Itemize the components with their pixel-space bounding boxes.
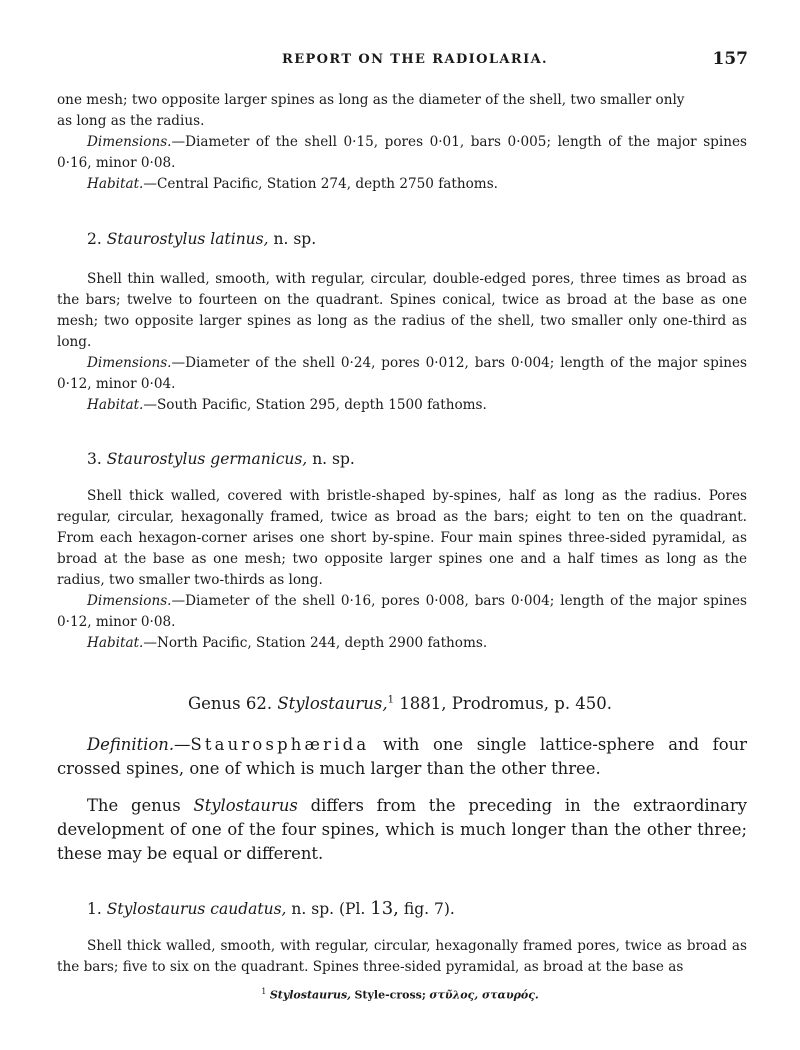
species-dimensions [57,353,747,395]
dimensions-text: —Diameter of the shell 0·15, pores 0·01, bars 0·005; length of the major spines 0·16, minor 0·08. [57,134,747,171]
species-latinus-body [57,269,747,416]
prev-desc-line1: one mesh; two opposite larger spines as long as the diameter of the shell, two smaller only [57,92,685,108]
genus-heading [0,694,800,713]
habitat-label: Habitat. [87,635,144,651]
species-germanicus-body [57,486,747,654]
habitat-label: Habitat. [87,397,144,413]
genus-suffix: 1881, Prodromus, p. 450. [399,694,613,713]
species-description: Shell thick walled, covered with bristle-shaped by-spines, half as long as the radius. Pores regular, circular, hexagonally framed, twice as broad as the bars; eight to ten on the quadrant. From each hexagon-corner arises one short by-spine. Four main spines three-sided pyramidal, as broad at the base as one mesh; two opposite larger spines one and a half times as long as the radius, two smaller two-thirds as long. [57,488,747,588]
prev-dimensions [57,132,747,174]
species-description: Shell thick walled, smooth, with regular, circular, hexagonally framed pores, twice as broad as the bars; five to six on the quadrant. Spines three-sided pyramidal, as broad at the base as [57,938,747,975]
genus-paragraph [57,794,747,866]
definition-label: Definition. [87,735,175,754]
genus-prefix: Genus 62. [187,694,273,713]
species-number: 1. [87,900,102,918]
dimensions-label: Dimensions. [87,134,172,150]
footnote-name: Stylostaurus, [269,988,351,1002]
definition-dash: — [174,735,191,754]
species-suffix: n. sp. [312,450,355,468]
figure-ref: fig. 7). [403,900,455,918]
footnote [0,987,800,1002]
habitat-text: —South Pacific, Station 295, depth 1500 fathoms. [143,397,487,413]
habitat-text: —North Pacific, Station 244, depth 2900 fathoms. [143,635,488,651]
footnote-text: Style-cross; [354,988,426,1002]
species-suffix: n. sp. [273,230,317,248]
running-head [0,49,800,72]
genus-paragraph-block [57,794,747,866]
species-dimensions [57,591,747,633]
prev-desc-line2: as long as the radius. [57,113,205,129]
footnote-mark: 1 [261,987,267,996]
page-number: 157 [712,49,748,69]
species-name: Stylostaurus caudatus, [106,900,287,918]
species-number: 2. [87,230,102,248]
species-habitat [57,395,747,416]
species-name: Staurostylus latinus, [106,230,269,248]
definition-family: Staurosphærida [190,735,370,754]
prev-species-block [57,90,747,195]
paragraph-genus-name: Stylostaurus [193,796,298,815]
species-number: 3. [87,450,102,468]
species-heading-latinus [87,230,316,248]
paragraph-start: The genus [87,796,181,815]
habitat-label: Habitat. [87,176,144,192]
plate-number: 13, [370,898,399,919]
footnote-greek: στῦλος, σταυρός. [429,988,539,1002]
dimensions-label: Dimensions. [87,355,172,371]
species-description: Shell thin walled, smooth, with regular, circular, double-edged pores, three times as broad as the bars; twelve to fourteen on the quadrant. Spines conical, twice as broad at the base as one mesh; two opposite larger spines as long as the radius of the shell, two smaller only one-third as long. [57,271,747,350]
species-heading-caudatus [87,898,455,919]
species-name: Staurostylus germanicus, [106,450,308,468]
dimensions-label: Dimensions. [87,593,172,609]
species-suffix: n. sp. (Pl. [291,900,366,918]
genus-name: Stylostaurus, [277,694,388,713]
definition-text: with one single lattice-sphere and four crossed spines, one of which is much larger than the other three. [57,735,747,778]
paragraph-rest: differs from the preceding in the extraordinary development of one of the four spines, which is much longer than the other three; these may be equal or different. [57,796,748,863]
species-caudatus-body [57,936,747,978]
species-habitat [57,633,747,654]
footnote-ref: 1 [387,694,394,706]
genus-definition [57,733,747,781]
dimensions-text: —Diameter of the shell 0·16, pores 0·008, bars 0·004; length of the major spines 0·12, minor 0·08. [57,593,747,630]
species-heading-germanicus [87,450,355,468]
dimensions-text: —Diameter of the shell 0·24, pores 0·012, bars 0·004; length of the major spines 0·12, minor 0·04. [57,355,747,392]
habitat-text: —Central Pacific, Station 274, depth 2750 fathoms. [143,176,498,192]
running-title: REPORT ON THE RADIOLARIA. [281,52,548,67]
prev-habitat [57,174,747,195]
genus-definition-block [57,733,747,781]
